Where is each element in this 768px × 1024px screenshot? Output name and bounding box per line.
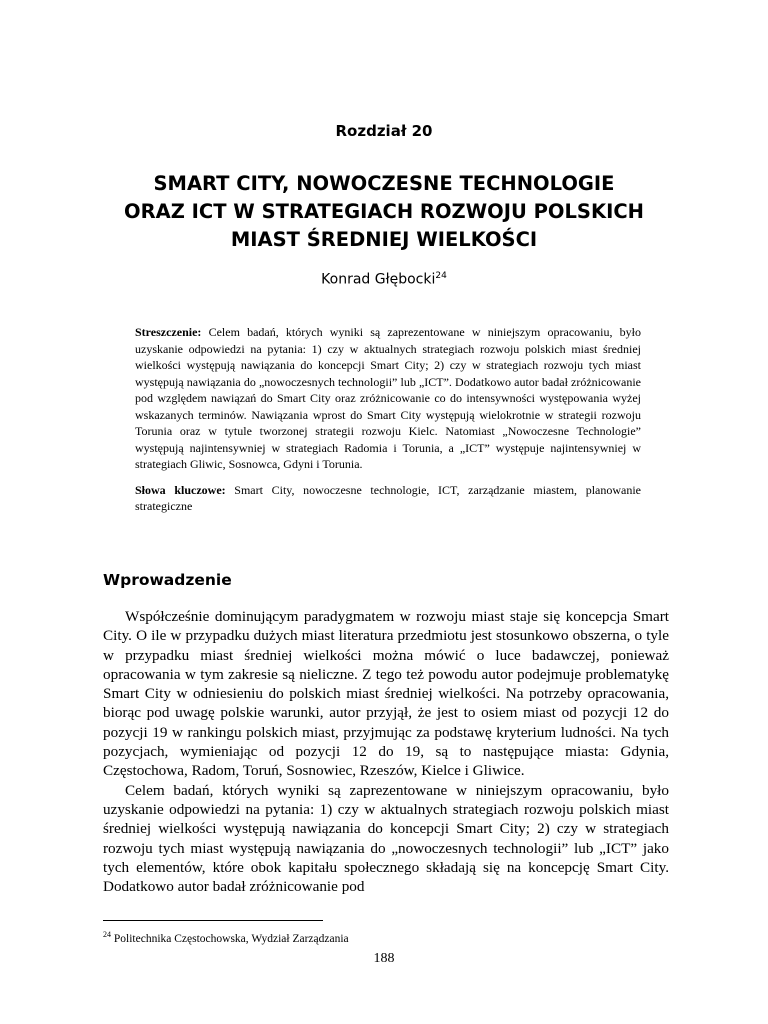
section-heading: Wprowadzenie xyxy=(103,571,232,589)
page-number: 188 xyxy=(373,951,395,966)
author-line xyxy=(0,271,768,288)
abstract-label: Streszczenie: xyxy=(135,325,202,339)
title-line: ORAZ ICT W STRATEGIACH ROZWOJU POLSKICH xyxy=(124,200,644,223)
keywords-paragraph xyxy=(135,482,641,515)
keywords-label: Słowa kluczowe: xyxy=(135,482,226,497)
title-line: SMART CITY, NOWOCZESNE TECHNOLOGIE xyxy=(153,172,615,195)
body-paragraph: Współcześnie dominującym paradygmatem w rozwoju miast staje się koncepcja Smart City. O ile w przypadku dużych miast literatura przedmiotu jest stosunkowo obszerna, o tyle w przypadku miast średniej wielkości można mówić o luce badawczej, ponieważ opracowania w tym zakresie są nieliczne. Z tego też powodu autor podejmuje problematykę Smart City w odniesieniu do polskich miast średniej wielkości. Na potrzeby opracowania, biorąc pod uwagę polskie warunki, autor przyjął, że jest to osiem miast od pozycji 12 do pozycji 19 w rankingu polskich miast, przyjmując za podstawę kryterium ludności. Na tych pozycjach, wymieniając od pozycji 12 do 19, są to następujące miasta: Gdynia, Częstochowa, Radom, Toruń, Sosnowiec, Rzeszów, Kielce i Gliwice. xyxy=(103,608,669,780)
abstract-paragraph xyxy=(135,324,641,473)
abstract-block xyxy=(135,324,641,515)
footnote-text: Politechnika Częstochowska, Wydział Zarządzania xyxy=(113,932,349,945)
footnote-marker: 24 xyxy=(103,930,111,939)
footnote xyxy=(103,930,349,945)
author-footnote-ref: 24 xyxy=(435,271,447,281)
body-paragraph: Celem badań, których wyniki są zaprezentowane w niniejszym opracowaniu, było uzyskanie odpowiedzi na pytania: 1) czy w aktualnych strategiach rozwoju polskich miast średniej wielkości występują nawiązania do koncepcji Smart City; 2) czy w strategiach rozwoju tych miast występują nawiązania do „nowoczesnych technologii” lub „ICT” jako tych elementów, które obok kapitału społecznego składają się na koncepcję Smart City. Dodatkowo autor badał zróżnicowanie pod xyxy=(103,781,669,896)
footnote-divider xyxy=(103,920,323,921)
chapter-label: Rozdział 20 xyxy=(335,122,433,140)
author-name: Konrad Głębocki xyxy=(321,271,436,288)
chapter-title xyxy=(90,170,678,254)
abstract-text: Celem badań, których wyniki są zaprezentowane w niniejszym opracowaniu, było uzyskanie odpowiedzi na pytania: 1) czy w aktualnych strategiach rozwoju polskich miast średniej wielkości występują nawiązania do koncepcji Smart City; 2) czy w strategiach rozwoju tych miast występują nawiązania do „nowoczesnych technologii” lub „ICT”. Dodatkowo autor badał zróżnicowanie pod względem nawiązań do Smart City oraz zróżnicowanie co do intensywności występowania wyżej wskazanych terminów. Nawiązania wprost do Smart City występują wielokrotnie w strategii rozwoju Torunia oraz w tytule tworzonej strategii rozwoju Kielc. Natomiast „Nowoczesne Technologie” występują najintensywniej w strategiach Radomia i Torunia, a „ICT” występuje najintensywniej w strategiach Gliwic, Sosnowca, Gdyni i Torunia. xyxy=(135,325,642,471)
body-text xyxy=(103,607,669,896)
keywords-text: Smart City, nowoczesne technologie, ICT, zarządzanie miastem, planowanie strategiczne xyxy=(135,482,642,513)
title-line: MIAST ŚREDNIEJ WIELKOŚCI xyxy=(230,228,538,251)
